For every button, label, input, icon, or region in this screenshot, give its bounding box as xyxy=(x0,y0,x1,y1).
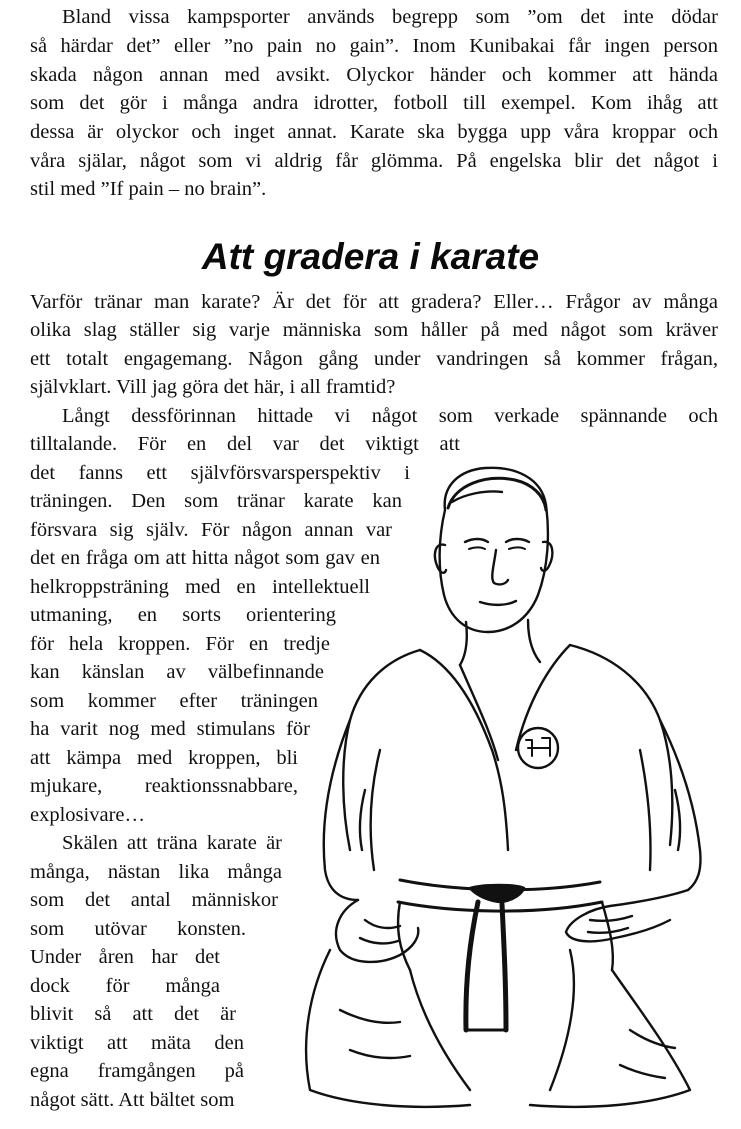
text-line: så härdar det” eller ”no pain no gain”. Inom Kunibakai får ingen person xyxy=(30,35,718,57)
text-line: explosivare… xyxy=(30,804,145,826)
text-line: blivit så att det är xyxy=(30,1003,236,1025)
text-line: Varför tränar man karate? Är det för att gradera? Eller… Frågor av många xyxy=(30,291,718,313)
text-line: Skälen att träna karate är xyxy=(62,832,282,854)
text-line: som utövar konsten. xyxy=(30,918,246,940)
text-line: olika slag ställer sig varje människa som håller på med något som kräver xyxy=(30,319,718,341)
text-line: egna framgången på xyxy=(30,1060,244,1082)
text-line: våra själar, något som vi aldrig får glömma. På engelska blir det något i xyxy=(30,150,718,172)
text-line: försvara sig själv. För någon annan var xyxy=(30,519,392,541)
text-line: utmaning, en sorts orientering xyxy=(30,604,336,626)
text-line: som kommer efter träningen xyxy=(30,690,318,712)
text-line: viktigt att mäta den xyxy=(30,1032,244,1054)
text-line: dessa är olyckor och inget annat. Karate ska bygga upp våra kroppar och xyxy=(30,121,718,143)
text-line: många, nästan lika många xyxy=(30,861,282,883)
text-line: ha varit nog med stimulans för xyxy=(30,718,310,740)
text-line: ett totalt engagemang. Någon gång under vandringen så kommer frågan, xyxy=(30,348,718,370)
text-line: för hela kroppen. För en tredje xyxy=(30,633,330,655)
text-line: stil med ”If pain – no brain”. xyxy=(30,178,267,200)
text-line: Bland vissa kampsporter används begrepp som ”om det inte dödar xyxy=(62,6,718,28)
text-line: det en fråga om att hitta något som gav en xyxy=(30,547,380,569)
text-line: mjukare, reaktionssnabbare, xyxy=(30,775,298,797)
text-line: träningen. Den som tränar karate kan xyxy=(30,490,402,512)
text-line: som det antal människor xyxy=(30,889,278,911)
text-line: kan känslan av välbefinnande xyxy=(30,661,324,683)
text-line: att kämpa med kroppen, bli xyxy=(30,747,298,769)
section-heading: Att gradera i karate xyxy=(201,236,540,277)
text-line: det fanns ett självförsvarsperspektiv i xyxy=(30,462,410,484)
text-line: dock för många xyxy=(30,975,220,997)
text-line: Under åren har det xyxy=(30,946,220,968)
text-line: tilltalande. För en del var det viktigt att xyxy=(30,433,460,455)
text-line: Långt dessförinnan hittade vi något som verkade spännande och xyxy=(62,405,718,427)
text-line: skada någon annan med avsikt. Olyckor händer och kommer att hända xyxy=(30,64,718,86)
text-line: som det gör i många andra idrotter, fotboll till exempel. Kom ihåg att xyxy=(30,92,718,114)
text-line: helkroppsträning med en intellektuell xyxy=(30,576,370,598)
text-line: något sätt. Att bältet som xyxy=(30,1089,235,1111)
kneeling-karateka-illustration xyxy=(270,450,740,1120)
text-line: självklart. Vill jag göra det här, i all framtid? xyxy=(30,376,396,398)
